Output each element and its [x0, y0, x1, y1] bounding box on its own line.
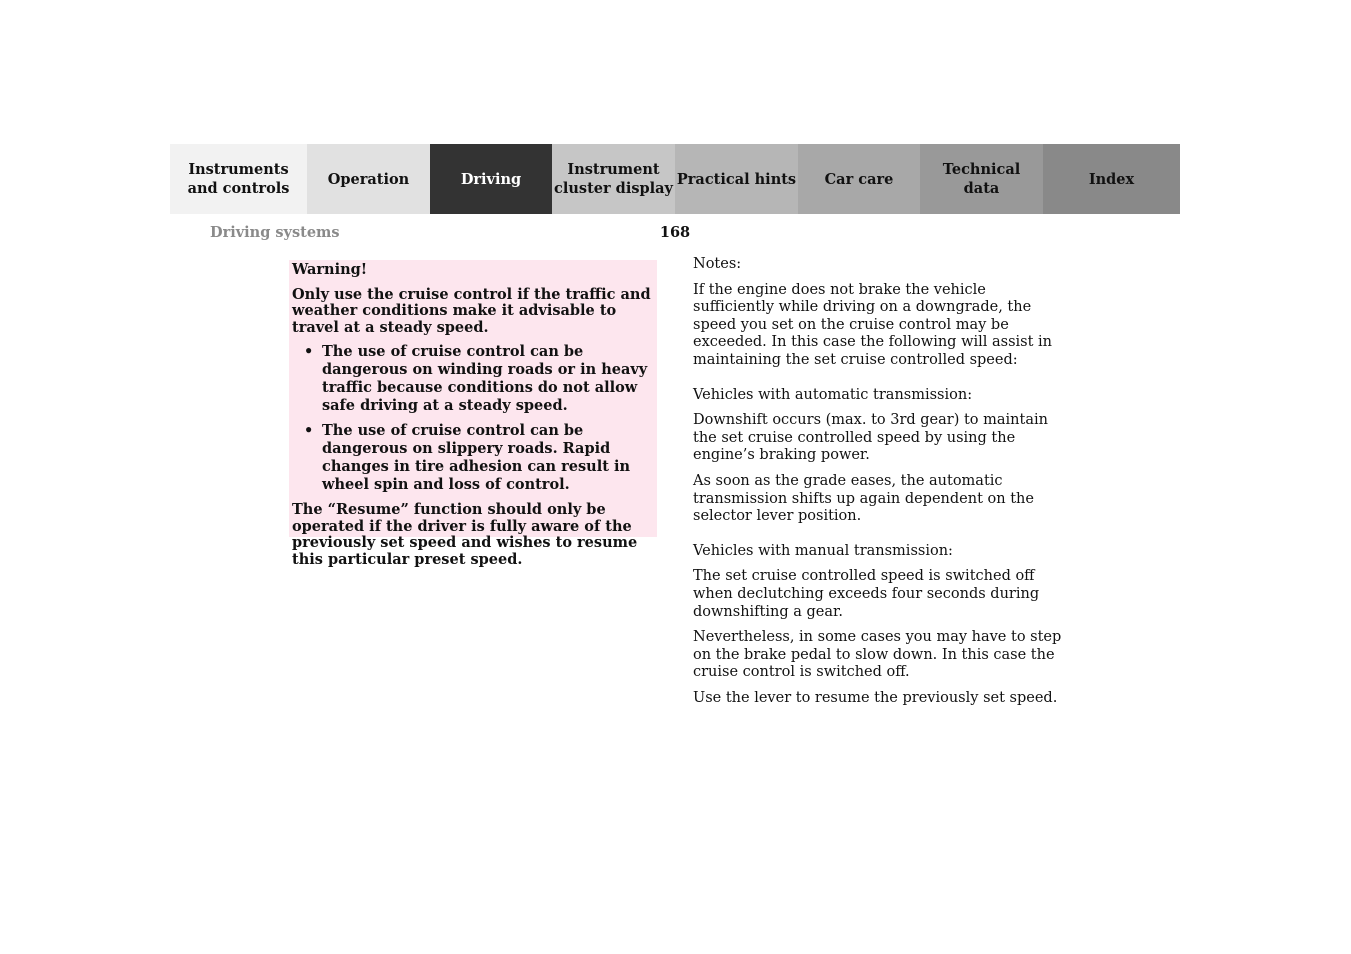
tab-driving[interactable]: Driving — [430, 144, 552, 214]
warning-bullet — [292, 343, 651, 415]
notes-paragraph: Nevertheless, in some cases you may have to step on the brake pedal to slow down. In this case the cruise control is switched off. — [693, 629, 1062, 681]
bullet-icon: • — [304, 422, 314, 439]
tab-instrument-cluster-display[interactable]: Instrument cluster display — [552, 144, 675, 214]
manual-transmission-heading: Vehicles with manual transmission: — [693, 542, 953, 559]
automatic-transmission-heading: Vehicles with automatic transmission: — [693, 386, 973, 403]
notes-paragraph: The set cruise controlled speed is switched off when declutching exceeds four seconds during downshifting a gear. — [693, 568, 1040, 620]
bullet-icon: • — [304, 343, 314, 360]
warning-box — [289, 260, 657, 568]
tab-index[interactable]: Index — [1043, 144, 1180, 214]
warning-title: Warning! — [292, 261, 368, 278]
notes-paragraph: If the engine does not brake the vehicle sufficiently while driving on a downgrade, the speed you set on the cruise control may be exceeded. In this case the following will assist in maintaining the set cruise controlled speed: — [693, 281, 1053, 368]
section-title: Driving systems — [210, 224, 340, 241]
chapter-tabs — [170, 144, 1180, 214]
notes-paragraph: Downshift occurs (max. to 3rd gear) to maintain the set cruise controlled speed by using the engine’s braking power. — [693, 412, 1048, 464]
tab-instruments-and-controls[interactable]: Instruments and controls — [170, 144, 307, 214]
page-number: 168 — [659, 224, 691, 241]
notes-column — [693, 256, 1065, 715]
warning-bullet — [292, 422, 651, 494]
warning-intro: Only use the cruise control if the traffic and weather conditions make it advisable to travel at a steady speed. — [292, 285, 651, 336]
warning-bullet-text: The use of cruise control can be dangerous on slippery roads. Rapid changes in tire adhesion can result in wheel spin and loss of control. — [322, 422, 631, 493]
warning-list — [292, 343, 651, 494]
notes-paragraph: As soon as the grade eases, the automatic transmission shifts up again dependent on the selector lever position. — [693, 472, 1034, 525]
warning-closing: The “Resume” function should only be operated if the driver is fully aware of the previously set speed and wishes to resume this particular preset speed. — [292, 501, 638, 568]
notes-paragraph: Use the lever to resume the previously set speed. — [693, 689, 1058, 706]
tab-practical-hints[interactable]: Practical hints — [675, 144, 798, 214]
notes-heading: Notes: — [693, 256, 742, 272]
tab-operation[interactable]: Operation — [307, 144, 430, 214]
warning-bullet-text: The use of cruise control can be dangerous on winding roads or in heavy traffic because conditions do not allow safe driving at a steady speed. — [322, 343, 648, 414]
tab-car-care[interactable]: Car care — [798, 144, 920, 214]
tab-technical-data[interactable]: Technical data — [920, 144, 1043, 214]
